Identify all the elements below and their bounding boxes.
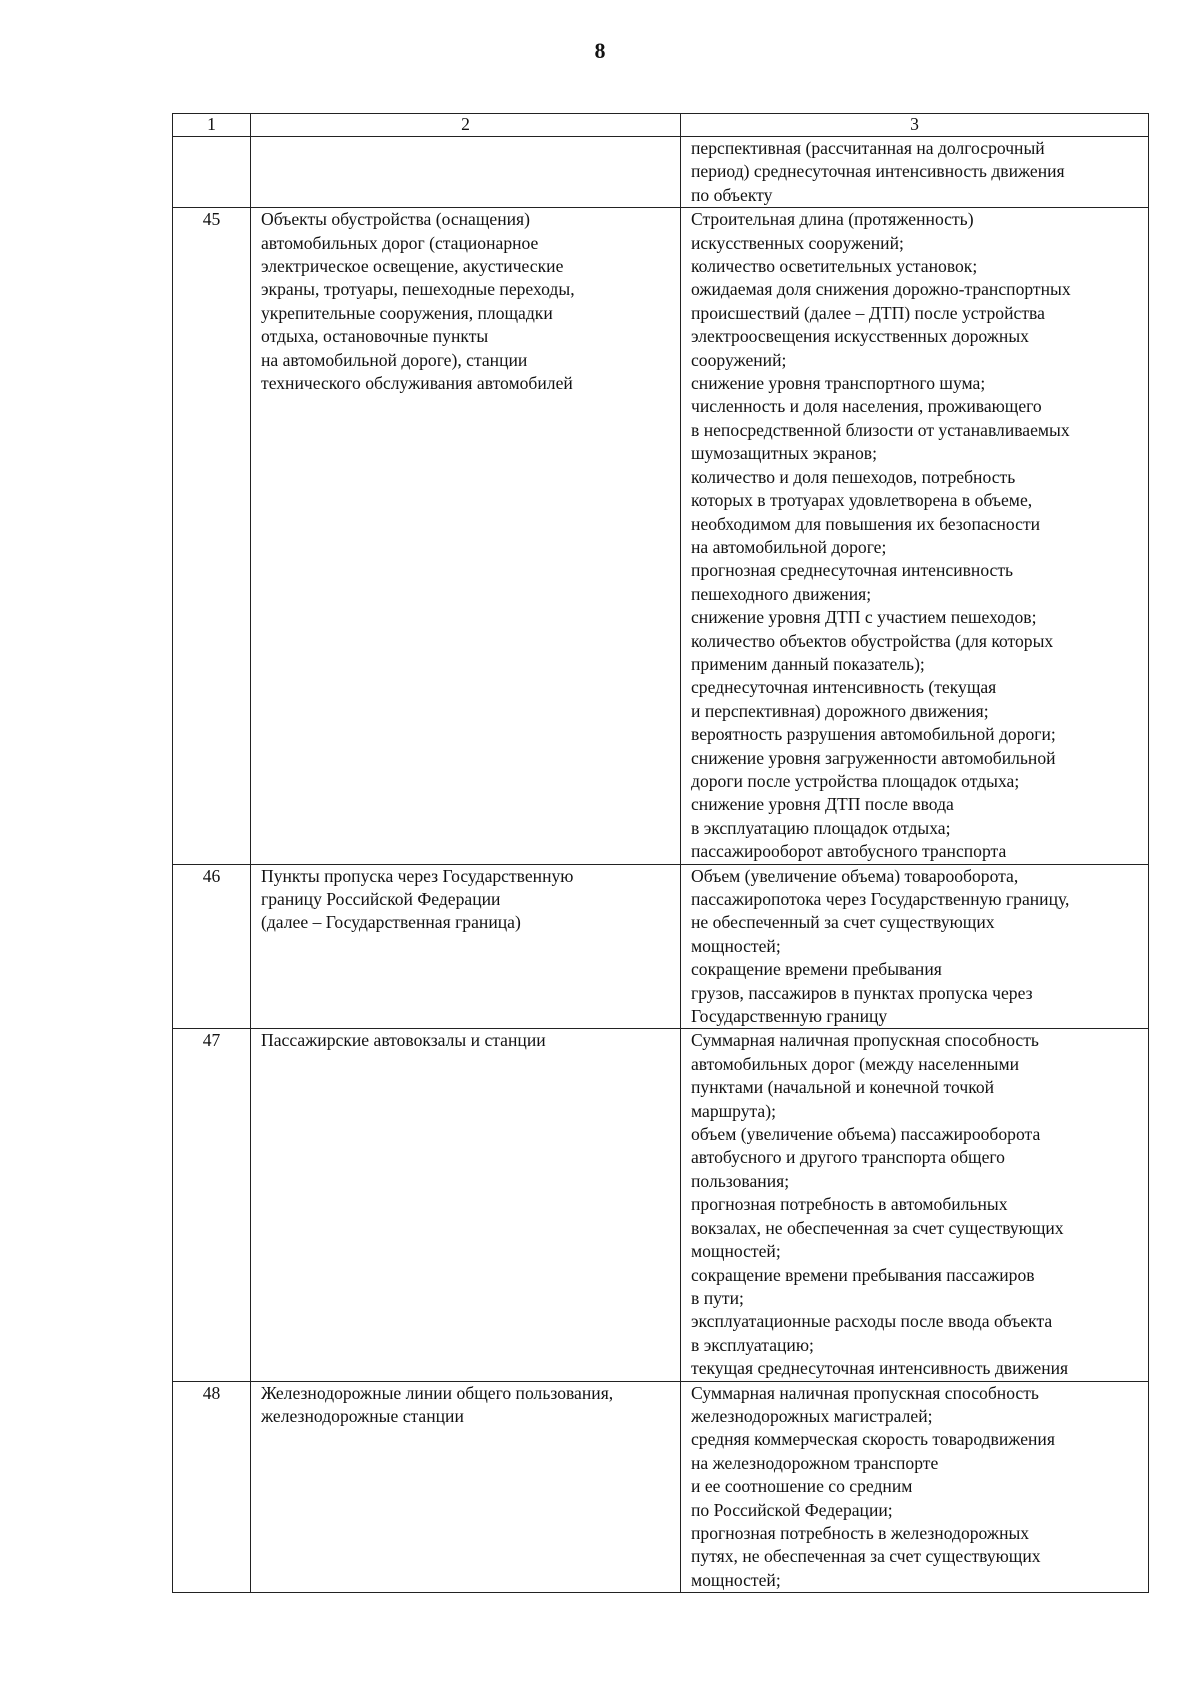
indicator-line: автобусного и другого транспорта общего: [691, 1147, 1005, 1168]
indicator-line: которых в тротуарах удовлетворена в объеме,: [691, 490, 1033, 511]
object-line: отдыха, остановочные пункты: [261, 326, 489, 347]
object-line: технического обслуживания автомобилей: [261, 373, 573, 394]
indicator-line: сокращение времени пребывания пассажиров: [691, 1264, 1035, 1285]
indicator-line: и ее соотношение со средним: [691, 1476, 913, 1497]
table-row: [173, 1029, 1149, 1381]
table-row: [173, 137, 1149, 208]
header-col-3: 3: [681, 114, 1149, 137]
indicator-line: мощностей;: [691, 1569, 781, 1590]
row-number: 48: [173, 1381, 251, 1593]
indicators-description: [681, 208, 1149, 864]
indicators-description: [681, 864, 1149, 1029]
indicator-line: в пути;: [691, 1287, 744, 1308]
indicator-line: пользования;: [691, 1170, 790, 1191]
indicator-line: железнодорожных магистралей;: [691, 1405, 933, 1426]
indicator-line: прогнозная среднесуточная интенсивность: [691, 560, 1014, 581]
row-number: 47: [173, 1029, 251, 1381]
indicator-line: происшествий (далее – ДТП) после устройства: [691, 302, 1045, 323]
indicator-line: грузов, пассажиров в пунктах пропуска через: [691, 982, 1033, 1003]
indicator-line: Объем (увеличение объема) товарооборота,: [691, 865, 1019, 886]
object-line: (далее – Государственная граница): [261, 912, 521, 933]
indicator-line: Суммарная наличная пропускная способность: [691, 1382, 1039, 1403]
indicator-line: снижение уровня ДТП с участием пешеходов;: [691, 607, 1037, 628]
indicator-line: прогнозная потребность в автомобильных: [691, 1194, 1008, 1215]
row-number: 46: [173, 864, 251, 1029]
indicator-line: на железнодорожном транспорте: [691, 1452, 939, 1473]
indicator-line: необходимом для повышения их безопасности: [691, 513, 1041, 534]
indicator-line: количество осветительных установок;: [691, 256, 978, 277]
indicator-line: снижение уровня ДТП после ввода: [691, 794, 954, 815]
object-description: [251, 208, 681, 864]
indicator-line: дороги после устройства площадок отдыха;: [691, 770, 1020, 791]
indicator-line: пешеходного движения;: [691, 583, 872, 604]
indicator-line: пунктами (начальной и конечной точкой: [691, 1077, 995, 1098]
indicator-line: шумозащитных экранов;: [691, 443, 877, 464]
object-line: Пассажирские автовокзалы и станции: [261, 1030, 546, 1051]
table-row: [173, 864, 1149, 1029]
object-description: [251, 864, 681, 1029]
indicator-line: мощностей;: [691, 935, 781, 956]
row-number: [173, 137, 251, 208]
indicator-line: пассажирооборот автобусного транспорта: [691, 841, 1007, 862]
object-description: [251, 137, 681, 208]
indicator-line: мощностей;: [691, 1241, 781, 1262]
indicators-description: [681, 137, 1149, 208]
indicator-line: объем (увеличение объема) пассажирооборота: [691, 1124, 1041, 1145]
header-col-1: 1: [173, 114, 251, 137]
indicator-line: снижение уровня транспортного шума;: [691, 373, 986, 394]
indicator-line: текущая среднесуточная интенсивность движения: [691, 1358, 1069, 1379]
indicator-line: по Российской Федерации;: [691, 1499, 893, 1520]
object-description: [251, 1381, 681, 1593]
page-number: 8: [594, 38, 606, 63]
object-line: на автомобильной дороге), станции: [261, 349, 528, 370]
indicator-line: перспективная (рассчитанная на долгосрочный: [691, 138, 1045, 158]
indicator-line: период) среднесуточная интенсивность движения: [691, 161, 1065, 182]
table-row: [173, 208, 1149, 864]
indicators-description: [681, 1381, 1149, 1593]
table-row: [173, 1381, 1149, 1593]
indicator-line: на автомобильной дороге;: [691, 536, 887, 557]
indicator-line: применим данный показатель);: [691, 653, 925, 674]
object-description: [251, 1029, 681, 1381]
object-line: Объекты обустройства (оснащения): [261, 209, 530, 230]
indicator-line: средняя коммерческая скорость товародвижения: [691, 1429, 1055, 1450]
indicator-line: численность и доля населения, проживающего: [691, 396, 1042, 417]
indicator-line: маршрута);: [691, 1100, 776, 1121]
indicator-line: в эксплуатацию;: [691, 1334, 814, 1355]
indicator-line: Строительная длина (протяженность): [691, 209, 974, 230]
indicator-line: количество и доля пешеходов, потребность: [691, 466, 1016, 487]
indicator-line: и перспективная) дорожного движения;: [691, 700, 989, 721]
indicator-line: путях, не обеспеченная за счет существующих: [691, 1546, 1041, 1567]
indicator-line: искусственных сооружений;: [691, 232, 904, 253]
indicators-description: [681, 1029, 1149, 1381]
infrastructure-indicators-table: [172, 113, 1149, 1593]
indicator-line: снижение уровня загруженности автомобильной: [691, 747, 1056, 768]
indicator-line: ожидаемая доля снижения дорожно-транспортных: [691, 279, 1071, 300]
object-line: электрическое освещение, акустические: [261, 256, 564, 277]
object-line: Железнодорожные линии общего пользования,: [261, 1382, 614, 1403]
indicator-line: среднесуточная интенсивность (текущая: [691, 677, 997, 698]
indicator-line: Государственную границу: [691, 1006, 888, 1027]
object-line: железнодорожные станции: [261, 1405, 464, 1426]
object-line: укрепительные сооружения, площадки: [261, 302, 553, 323]
indicator-line: вероятность разрушения автомобильной дороги;: [691, 724, 1056, 745]
indicator-line: прогнозная потребность в железнодорожных: [691, 1522, 1030, 1543]
object-line: Пункты пропуска через Государственную: [261, 865, 574, 886]
row-number: 45: [173, 208, 251, 864]
indicator-line: эксплуатационные расходы после ввода объекта: [691, 1311, 1053, 1332]
indicator-line: в эксплуатацию площадок отдыха;: [691, 817, 951, 838]
indicator-line: не обеспеченный за счет существующих: [691, 912, 995, 933]
indicator-line: вокзалах, не обеспеченная за счет существующих: [691, 1217, 1064, 1238]
indicator-line: электроосвещения искусственных дорожных: [691, 326, 1029, 347]
indicator-line: количество объектов обустройства (для которых: [691, 630, 1054, 651]
object-line: границу Российской Федерации: [261, 889, 501, 909]
indicator-line: автомобильных дорог (между населенными: [691, 1053, 1020, 1074]
indicator-line: в непосредственной близости от устанавливаемых: [691, 419, 1070, 440]
table-header-row: [173, 114, 1149, 137]
header-col-2: 2: [251, 114, 681, 137]
object-line: экраны, тротуары, пешеходные переходы,: [261, 279, 575, 300]
indicator-line: сокращение времени пребывания: [691, 959, 942, 980]
indicator-line: пассажиропотока через Государственную границу,: [691, 889, 1070, 909]
indicator-line: Суммарная наличная пропускная способность: [691, 1030, 1039, 1051]
object-line: автомобильных дорог (стационарное: [261, 232, 539, 253]
indicator-line: по объекту: [691, 184, 773, 205]
indicator-line: сооружений;: [691, 349, 787, 370]
